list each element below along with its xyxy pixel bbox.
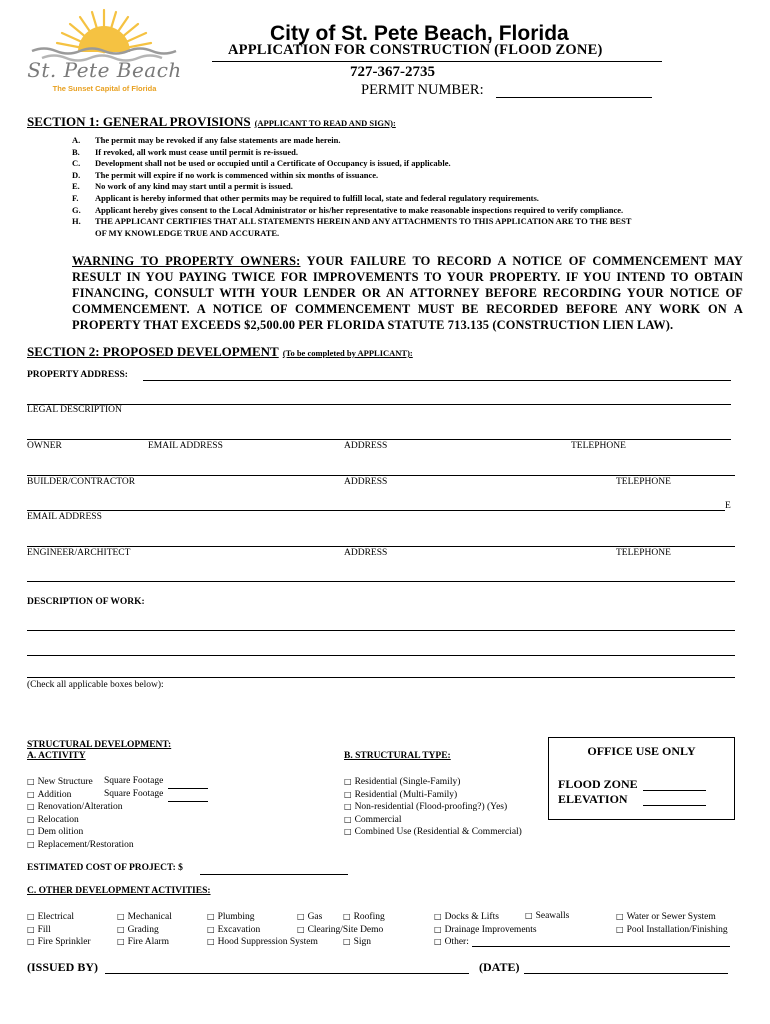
email-address-field[interactable] [27,546,735,547]
section2-heading [27,343,413,361]
provision-item: E. No work of any kind may start until a permit is issued. [72,181,293,192]
warning-notice [72,253,743,333]
owner-label: OWNER [27,441,62,451]
fire-alarm-checkbox[interactable]: □ Fire Alarm [117,936,172,949]
activity-relocation-checkbox[interactable]: □ Relocation [27,814,134,827]
square-footage-field-1[interactable] [168,788,208,789]
grading-checkbox[interactable]: □ Grading [117,924,172,937]
date-field[interactable] [524,973,728,974]
elevation-field[interactable] [643,805,706,806]
issued-by-field[interactable] [105,973,469,974]
owner-email-label: EMAIL ADDRESS [148,441,223,451]
flood-zone-label: FLOOD ZONE [558,777,638,791]
type-non-residential-checkbox[interactable]: □ Non-residential (Flood-proofing?) (Yes) [344,801,522,814]
owner-field[interactable] [27,475,735,476]
owner-telephone-label: TELEPHONE [571,441,626,451]
application-title: APPLICATION FOR CONSTRUCTION (FLOOD ZONE) [228,42,603,58]
other-activities-title: C. OTHER DEVELOPMENT ACTIVITIES: [27,886,211,896]
square-footage-label-2: Square Footage [104,789,164,799]
sign-checkbox[interactable]: □ Sign [343,936,385,949]
activity-list [27,776,134,852]
fire-sprinkler-checkbox[interactable]: □ Fire Sprinkler [27,936,91,949]
other-checkbox[interactable]: □ Other: [434,936,537,949]
activity-replacement-checkbox[interactable]: □ Replacement/Restoration [27,839,134,852]
roofing-checkbox[interactable]: □ Roofing [343,911,385,924]
electrical-checkbox[interactable]: □ Electrical [27,911,91,924]
other-col-4b [343,911,385,949]
logo-wordmark: St. Pete Beach [27,58,182,82]
builder-telephone-label: TELEPHONE [616,477,671,487]
flood-zone-field[interactable] [643,790,706,791]
description-line-1[interactable] [27,630,735,631]
phone-number: 727-367-2735 [350,64,435,80]
description-line-2[interactable] [27,655,735,656]
check-note: (Check all applicable boxes below): [27,680,164,690]
logo-tagline: The Sunset Capital of Florida [52,84,157,93]
permit-number-label: PERMIT NUMBER: [361,82,484,98]
type-multi-family-checkbox[interactable]: □ Residential (Multi-Family) [344,789,522,802]
other-col-1 [27,911,91,949]
property-address-label: PROPERTY ADDRESS: [27,370,128,380]
structural-type-title: B. STRUCTURAL TYPE: [344,751,451,761]
type-single-family-checkbox[interactable]: □ Residential (Single-Family) [344,776,522,789]
description-of-work-label: DESCRIPTION OF WORK: [27,597,145,607]
hood-suppression-checkbox[interactable]: □ Hood Suppression System [207,936,318,949]
type-combined-use-checkbox[interactable]: □ Combined Use (Residential & Commercial) [344,826,522,839]
legal-description-label: LEGAL DESCRIPTION [27,405,122,415]
engineer-address-label: ADDRESS [344,548,388,558]
structural-title: STRUCTURAL DEVELOPMENT: [27,740,172,750]
engineer-label: ENGINEER/ARCHITECT [27,548,131,558]
provision-list [72,135,631,239]
builder-field[interactable] [27,510,725,511]
provision-item: H. THE APPLICANT CERTIFIES THAT ALL STATEMENTS HEREIN AND ANY ATTACHMENTS TO THIS APPLICATION ARE TO THE BEST [72,216,632,227]
gas-checkbox[interactable]: □ Gas [297,911,383,924]
estimated-cost-field[interactable] [200,874,348,875]
clearing-site-demo-checkbox[interactable]: □ Clearing/Site Demo [297,924,383,937]
provision-item: F. Applicant is hereby informed that other permits may be required to fulfill local, state and federal regulatory requirements. [72,192,539,203]
section1-subtitle: (APPLICANT TO READ AND SIGN): [254,118,396,128]
activity-demolition-checkbox[interactable]: □ Dem olition [27,826,134,839]
provision-item: OF MY KNOWLEDGE TRUE AND ACCURATE. [95,227,280,238]
provision-item: B. If revoked, all work must cease until permit is re-issued. [72,146,298,157]
structural-type-list [344,776,522,839]
pool-installation-checkbox[interactable]: □ Pool Installation/Finishing [616,924,728,937]
warning-lead: WARNING TO PROPERTY OWNERS: [72,254,301,268]
drainage-checkbox[interactable]: □ Drainage Improvements [434,924,537,937]
legal-description-field[interactable] [27,439,731,440]
provision-item: G. Applicant hereby gives consent to the Local Administrator or his/her representative to make reasonable inspections required to verify compliance. [72,204,624,215]
provision-item: C. Development shall not be used or occupied until a Certificate of Occupancy is issued, if applicable. [72,158,451,169]
excavation-checkbox[interactable]: □ Excavation [207,924,318,937]
description-line-3[interactable] [27,677,735,678]
date-label: (DATE) [479,960,520,974]
warning-text: YOUR FAILURE TO RECORD A NOTICE OF COMMENCEMENT MAY RESULT IN YOU PAYING TWICE FOR IMPROVEMENTS TO YOUR PROPERTY. IF YOU INTEND TO OBTAIN FINANCING, CONSULT WITH YOUR LENDER OR AN ATTORNEY BEFORE RECORDING YOUR NOTICE OF COMMENCEMENT. A NOTICE OF COMMENCEMENT MUST BE RECORDED BEFORE ANY WORK ON A PROPERTY THAT EXCEEDS $2,500.00 PER FLORIDA STATUTE 713.135 (CONSTRUCTION LIEN LAW). [72,254,743,332]
permit-number-field[interactable] [496,97,652,98]
issued-by-label: (ISSUED BY) [27,960,99,974]
docks-lifts-checkbox[interactable]: □ Docks & Lifts [434,911,537,924]
email-address-label: EMAIL ADDRESS [27,512,102,522]
section2-subtitle: (To be completed by APPLICANT): [282,348,413,358]
estimated-cost-label: ESTIMATED COST OF PROJECT: $ [27,863,183,873]
property-address-field[interactable] [143,380,731,381]
city-title: City of St. Pete Beach, Florida [270,22,569,45]
activity-new-structure-checkbox[interactable]: □ New Structure [27,776,134,789]
engineer-field[interactable] [27,581,735,582]
property-address-line-2[interactable] [27,404,731,405]
stray-mark: E [725,501,731,511]
mechanical-checkbox[interactable]: □ Mechanical [117,911,172,924]
other-field[interactable] [472,946,730,947]
other-col-6 [616,911,728,936]
activity-title: A. ACTIVITY [27,751,86,761]
builder-label: BUILDER/CONTRACTOR [27,477,136,487]
activity-addition-checkbox[interactable]: □ Addition [27,789,134,802]
engineer-telephone-label: TELEPHONE [616,548,671,558]
activity-renovation-checkbox[interactable]: □ Renovation/Alteration [27,801,134,814]
square-footage-field-2[interactable] [168,801,208,802]
provision-item: D. The permit will expire if no work is commenced within six months of issuance. [72,169,379,180]
title-rule [212,61,662,62]
plumbing-checkbox[interactable]: □ Plumbing [207,911,318,924]
other-col-5 [434,911,537,949]
builder-address-label: ADDRESS [344,477,388,487]
type-commercial-checkbox[interactable]: □ Commercial [344,814,522,827]
office-use-title: OFFICE USE ONLY [587,744,696,758]
provision-item: A. The permit may be revoked if any false statements are made herein. [72,135,341,145]
seawalls-checkbox[interactable]: □ Seawalls [525,911,569,921]
elevation-label: ELEVATION [558,792,628,806]
section1-title: SECTION 1: GENERAL PROVISIONS [27,114,251,129]
fill-checkbox[interactable]: □ Fill [27,924,91,937]
water-sewer-checkbox[interactable]: □ Water or Sewer System [616,911,728,924]
square-footage-label-1: Square Footage [104,776,164,786]
owner-address-label: ADDRESS [344,441,388,451]
section1-heading [27,113,396,131]
other-col-2 [117,911,172,949]
section2-title: SECTION 2: PROPOSED DEVELOPMENT [27,344,279,359]
